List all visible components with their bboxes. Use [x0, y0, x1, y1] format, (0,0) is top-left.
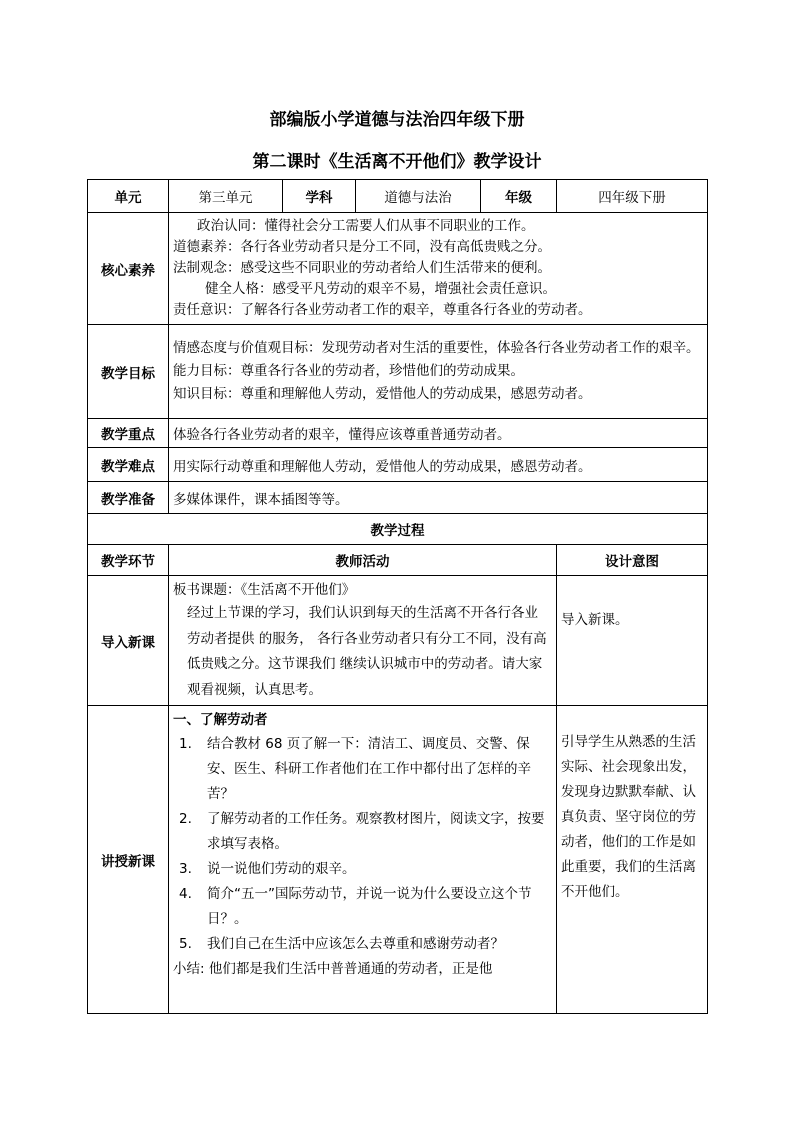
intro-stage: 导入新课 — [88, 576, 169, 706]
goals-row — [88, 325, 708, 419]
stage-column-header: 教学环节 — [88, 545, 169, 576]
preparation-row — [88, 482, 708, 514]
teach-stage: 讲授新课 — [88, 706, 169, 1014]
teach-intent: 引导学生从熟悉的生活实际、社会现象出发，发现身边默默奉献、认真负责、坚守岗位的劳动者，他们的工作是如此重要，我们的生活离不开他们。 — [557, 706, 708, 1014]
goals-content — [169, 325, 708, 419]
literacy-line: 政治认同：懂得社会分工需要人们从事不同职业的工作。 — [197, 218, 535, 234]
process-heading-row — [88, 514, 708, 545]
unit-value: 第三单元 — [169, 180, 283, 213]
activity-column-header: 教师活动 — [169, 545, 557, 576]
literacy-line: 道德素养：各行各业劳动者只是分工不同，没有高低贵贱之分。 — [173, 239, 551, 255]
intro-activity — [169, 576, 557, 706]
key-point-value: 体验各行各业劳动者的艰辛，懂得应该尊重普通劳动者。 — [169, 419, 708, 448]
literacy-content — [169, 213, 708, 325]
subject-value: 道德与法治 — [356, 180, 481, 213]
process-heading: 教学过程 — [88, 514, 708, 545]
intro-board-title: 板书课题：《生活离不开他们》 — [173, 582, 356, 598]
literacy-row — [88, 213, 708, 325]
document-title: 部编版小学道德与法治四年级下册 — [269, 110, 525, 130]
intro-row — [88, 576, 708, 706]
list-item: 5. 我们自己在生活中应该怎么去尊重和感谢劳动者？ — [179, 936, 504, 952]
list-item: 1. 结合教材 68 页了解一下：清洁工、调度员、交警、保安、医生、科研工作者他们在工作中都付出了怎样的辛苦？ — [179, 736, 531, 802]
teach-row — [88, 706, 708, 1014]
goals-line: 情感态度与价值观目标：发现劳动者对生活的重要性，体验各行各业劳动者工作的艰辛。 — [173, 340, 700, 356]
difficulty-label: 教学难点 — [88, 448, 169, 482]
literacy-line: 健全人格：感受平凡劳动的艰辛不易，增强社会责任意识。 — [205, 281, 556, 297]
teach-section-title: 一、了解劳动者 — [173, 712, 268, 728]
subject-label: 学科 — [283, 180, 356, 213]
difficulty-value: 用实际行动尊重和理解他人劳动，爱惜他人的劳动成果，感恩劳动者。 — [169, 448, 708, 482]
teach-summary: 小结: 他们都是我们生活中普普通通的劳动者，正是他 — [173, 961, 493, 977]
list-item: 2. 了解劳动者的工作任务。观察教材图片，阅读文字，按要求填写表格。 — [179, 811, 545, 852]
preparation-value: 多媒体课件，课本插图等等。 — [169, 482, 708, 514]
grade-label: 年级 — [481, 180, 557, 213]
difficulty-row — [88, 448, 708, 482]
unit-label: 单元 — [88, 180, 169, 213]
intro-intent: 导入新课。 — [557, 576, 708, 706]
literacy-label: 核心素养 — [88, 213, 169, 325]
preparation-label: 教学准备 — [88, 482, 169, 514]
intro-paragraph: 经过上节课的学习，我们认识到每天的生活离不开各行各业劳动者提供 的服务， 各行各业劳动者只有分工不同，没有高低贵贱之分。这节课我们 继续认识城市中的劳动者。请大家观看视频，认真思考。 — [187, 605, 547, 698]
lesson-title: 第二课时《生活离不开他们》教学设计 — [252, 152, 542, 172]
teach-list — [173, 732, 552, 957]
process-header-row — [88, 545, 708, 576]
goals-line: 能力目标：尊重各行各业的劳动者，珍惜他们的劳动成果。 — [173, 363, 524, 379]
literacy-line: 法制观念：感受这些不同职业的劳动者给人们生活带来的便利。 — [173, 260, 551, 276]
list-item: 4. 简介“五一”国际劳动节，并说一说为什么要设立这个节日？。 — [179, 886, 532, 927]
key-point-label: 教学重点 — [88, 419, 169, 448]
key-point-row — [88, 419, 708, 448]
goals-line: 知识目标：尊重和理解他人劳动，爱惜他人的劳动成果，感恩劳动者。 — [173, 386, 592, 402]
info-row — [88, 180, 708, 213]
teach-activity — [169, 706, 557, 1014]
goals-label: 教学目标 — [88, 325, 169, 419]
grade-value: 四年级下册 — [557, 180, 708, 213]
literacy-line: 责任意识：了解各行各业劳动者工作的艰辛，尊重各行各业的劳动者。 — [173, 302, 592, 318]
lesson-plan-table — [87, 179, 708, 1014]
intent-column-header: 设计意图 — [557, 545, 708, 576]
list-item: 3. 说一说他们劳动的艰辛。 — [179, 861, 356, 877]
